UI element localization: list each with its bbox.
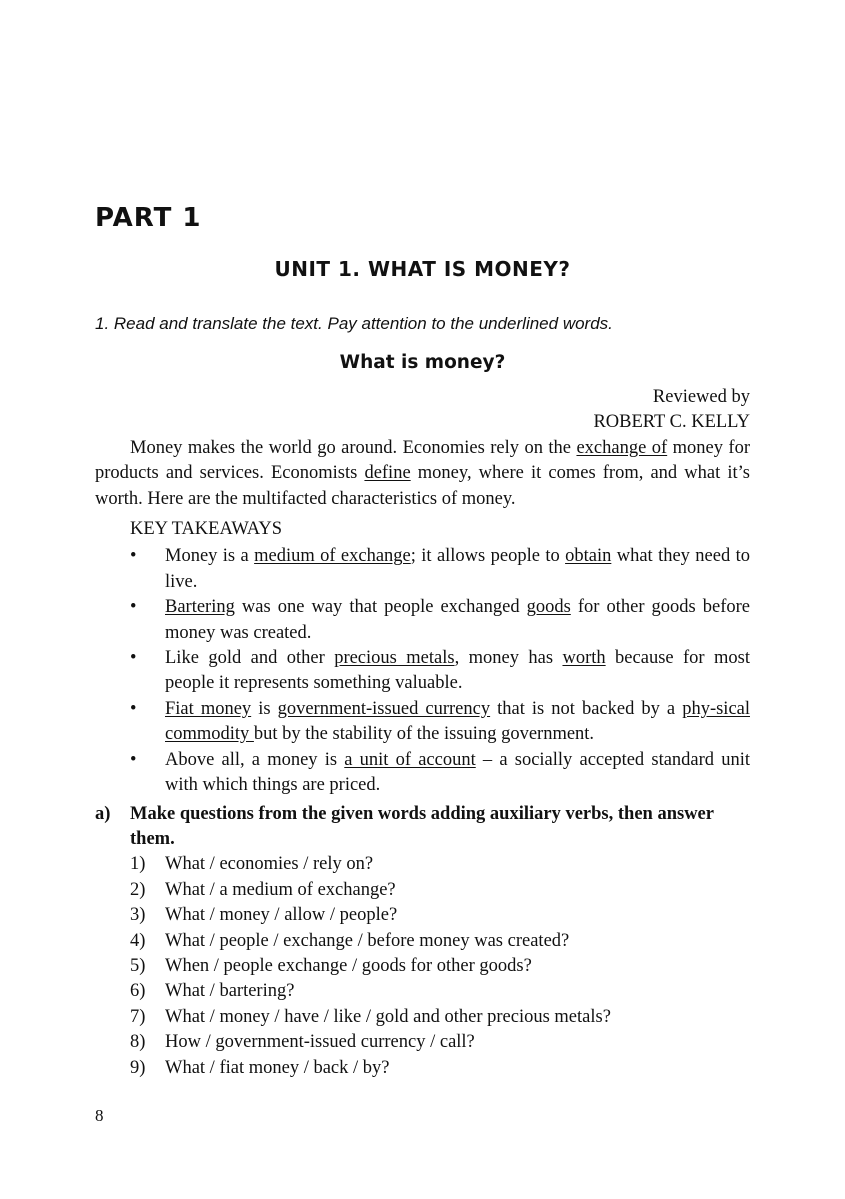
question-number: 8)	[130, 1032, 146, 1053]
underlined-word: goods	[526, 597, 571, 618]
question-text: What / bartering?	[165, 981, 295, 1002]
underlined-word: medium of exchange	[254, 546, 411, 567]
intro-paragraph	[95, 436, 750, 512]
question-text: What / a medium of exchange?	[165, 879, 396, 900]
underlined-word: precious metals	[334, 648, 455, 669]
underlined-word: phy-sical commodity	[165, 698, 750, 745]
list-item	[95, 979, 750, 1004]
list-item	[95, 697, 750, 748]
item-text: Above all, a money is	[165, 749, 345, 770]
question-number: 9)	[130, 1057, 146, 1078]
intro-text-2: money for products and services. Economists	[95, 437, 750, 484]
intro-text-1: Money makes the world go around. Economies rely on the	[130, 437, 577, 458]
list-item	[95, 903, 750, 928]
underlined-word: Fiat money	[165, 698, 252, 719]
key-takeaways-label: KEY TAKEAWAYS	[130, 519, 283, 540]
reviewed-by-label: Reviewed by	[652, 387, 750, 407]
item-text: what they need to live.	[165, 546, 750, 592]
list-item	[95, 1056, 750, 1081]
list-item	[95, 852, 750, 877]
questions-list	[95, 852, 750, 1081]
question-text: What / money / allow / people?	[165, 905, 398, 926]
underlined-word: obtain	[565, 546, 612, 567]
bullet-icon: •	[130, 648, 137, 669]
list-item	[95, 1030, 750, 1055]
item-text: , money has	[454, 648, 563, 669]
bullet-icon: •	[130, 597, 137, 618]
item-text: because for most people it represents something valuable.	[165, 648, 750, 694]
question-number: 3)	[130, 905, 146, 926]
question-text: How / government-issued currency / call?	[165, 1032, 475, 1053]
underlined-word: define	[364, 463, 411, 484]
item-text: Like gold and other	[165, 648, 335, 669]
unit-heading: UNIT 1. WHAT IS MONEY?	[274, 257, 571, 281]
task-text: Make questions from the given words adding auxiliary verbs, then answer them.	[130, 803, 714, 849]
item-text: but by the stability of the issuing government.	[253, 724, 595, 745]
item-text: ; it allows people to	[410, 546, 566, 567]
question-number: 4)	[130, 930, 146, 951]
list-item	[95, 544, 750, 595]
intro-text-3: money, where it comes from, and what it’s worth. Here are the multifacted characteristics of money.	[95, 463, 750, 509]
task-label: a)	[95, 803, 111, 824]
bullet-icon: •	[130, 749, 137, 770]
question-text: What / economies / rely on?	[165, 854, 374, 875]
bullet-icon: •	[130, 698, 137, 719]
list-item	[95, 954, 750, 979]
reviewer-name: ROBERT C. KELLY	[593, 412, 750, 433]
task-a-instruction	[95, 802, 750, 853]
exercise-instruction: 1. Read and translate the text. Pay attention to the underlined words.	[95, 314, 613, 333]
question-number: 1)	[130, 854, 146, 875]
underlined-word: government-issued currency	[277, 698, 491, 719]
bullet-icon: •	[130, 546, 137, 567]
question-text: What / fiat money / back / by?	[165, 1057, 390, 1078]
item-text: that is not backed by a	[490, 698, 683, 719]
page-number: 8	[95, 1106, 104, 1125]
item-text: – a socially accepted standard unit with which things are priced.	[165, 749, 750, 796]
list-item	[95, 1005, 750, 1030]
question-text: What / money / have / like / gold and other precious metals?	[165, 1006, 611, 1027]
list-item	[95, 878, 750, 903]
item-text: was one way that people exchanged	[234, 597, 527, 618]
question-number: 6)	[130, 981, 146, 1002]
article-title: What is money?	[339, 352, 506, 373]
list-item	[95, 748, 750, 799]
part-heading: PART 1	[95, 203, 202, 233]
question-number: 2)	[130, 879, 146, 900]
underlined-word: a unit of account	[344, 749, 476, 770]
list-item	[95, 929, 750, 954]
question-number: 5)	[130, 955, 146, 976]
underlined-word: worth	[562, 648, 606, 669]
question-text: What / people / exchange / before money was created?	[165, 930, 570, 951]
item-text: is	[251, 698, 278, 719]
underlined-word: Bartering	[165, 597, 235, 618]
item-text: Money is a	[165, 546, 255, 567]
item-text: for other goods before money was created.	[165, 597, 750, 643]
question-number: 7)	[130, 1006, 146, 1027]
list-item	[95, 595, 750, 646]
question-text: When / people exchange / goods for other goods?	[165, 955, 532, 976]
list-item	[95, 646, 750, 697]
underlined-word: exchange of	[576, 437, 668, 458]
article-body	[95, 385, 750, 1081]
takeaways-list	[95, 544, 750, 798]
